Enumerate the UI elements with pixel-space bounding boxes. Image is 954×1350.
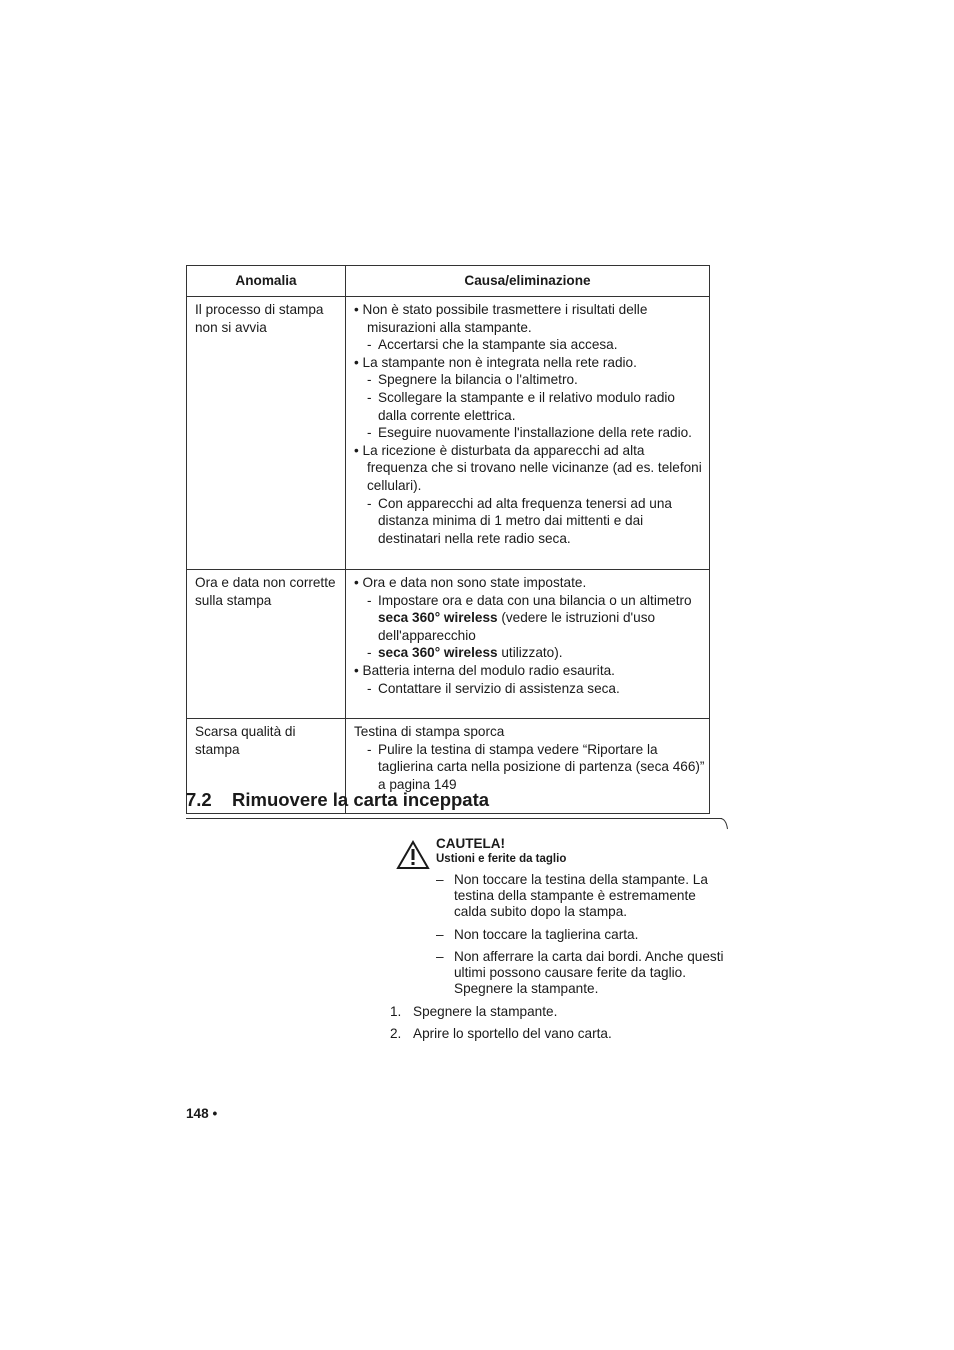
product-name: seca 360° wireless bbox=[378, 645, 498, 661]
warning-triangle-icon bbox=[396, 840, 430, 870]
dash-mark: - bbox=[367, 495, 372, 511]
step-item bbox=[390, 1026, 730, 1044]
anomaly-line: stampa bbox=[195, 741, 240, 757]
cause-text bbox=[354, 723, 707, 741]
section-title: Rimuovere la carta inceppata bbox=[232, 789, 490, 810]
cause-line-text: utilizzato). bbox=[497, 645, 563, 661]
bullet-mark: • bbox=[354, 354, 363, 370]
product-name: seca 360° wireless bbox=[378, 610, 498, 626]
anomaly-cell bbox=[187, 297, 346, 570]
sub-item bbox=[354, 592, 707, 610]
cause-line-text: Non è stato possibile trasmettere i risultati delle bbox=[362, 302, 648, 317]
column-header-causa: Causa/eliminazione bbox=[346, 266, 710, 297]
cause-line-text: Pulire la testina di stampa vedere “Riportare la bbox=[378, 741, 658, 757]
cause-line-text: Scollegare la stampante e il relativo modulo radio bbox=[378, 389, 675, 405]
table-row bbox=[187, 570, 710, 719]
cause-line-text: (vedere le istruzioni d'uso bbox=[497, 610, 656, 626]
dash-mark: - bbox=[367, 680, 372, 696]
bullet-item bbox=[354, 442, 707, 460]
section-rule bbox=[186, 818, 722, 819]
anomaly-line: non si avvia bbox=[195, 319, 267, 335]
dash-mark: - bbox=[367, 592, 372, 608]
cause-line-text: La stampante non è integrata nella rete radio. bbox=[362, 354, 637, 370]
dash-mark: – bbox=[436, 872, 444, 887]
page-number: 148 • bbox=[186, 1106, 218, 1121]
sub-item bbox=[354, 680, 707, 698]
troubleshooting-table bbox=[186, 265, 710, 814]
anomaly-line: sulla stampa bbox=[195, 592, 272, 608]
cause-line-text: Eseguire nuovamente l'installazione della rete radio. bbox=[378, 425, 692, 441]
dash-mark: - bbox=[367, 337, 372, 353]
cause-line-text: Ora e data non sono state impostate. bbox=[362, 575, 587, 590]
section-number: 7.2 bbox=[186, 789, 212, 810]
caution-item-line: Spegnere la stampante. bbox=[454, 981, 599, 996]
caution-item-line: Non toccare la testina della stampante. La bbox=[454, 872, 708, 887]
bullet-item bbox=[354, 301, 707, 319]
sub-item-continuation bbox=[354, 627, 707, 645]
dash-mark: – bbox=[436, 949, 444, 964]
bullet-item-continuation bbox=[354, 477, 707, 495]
sub-item-continuation bbox=[354, 609, 707, 627]
anomaly-cell bbox=[187, 570, 346, 719]
anomaly-line: Ora e data non corrette bbox=[195, 575, 336, 590]
cause-line-text: misurazioni alla stampante. bbox=[367, 319, 532, 335]
step-number: 2. bbox=[390, 1026, 402, 1041]
bullet-item bbox=[354, 574, 707, 592]
sub-item bbox=[354, 371, 707, 389]
section-rule-corner bbox=[720, 818, 728, 830]
cause-line-text: taglierina carta nella posizione di partenza (seca 466)” bbox=[378, 759, 705, 775]
cause-line-text: frequenza che si trovano nelle vicinanze (ad es. telefoni bbox=[367, 460, 702, 476]
sub-item bbox=[354, 644, 707, 662]
sub-item-continuation bbox=[354, 512, 707, 530]
cause-line-text: a pagina 149 bbox=[378, 776, 457, 792]
caution-subheading: Ustioni e ferite da taglio bbox=[436, 853, 567, 865]
caution-item-line: Non toccare la taglierina carta. bbox=[454, 927, 639, 942]
sub-item bbox=[354, 495, 707, 513]
bullet-item-continuation bbox=[354, 319, 707, 337]
caution-item bbox=[436, 949, 736, 999]
caution-item bbox=[436, 927, 736, 945]
dash-mark: - bbox=[367, 425, 372, 441]
cause-line-text: dalla corrente elettrica. bbox=[378, 407, 516, 423]
bullet-item-continuation bbox=[354, 459, 707, 477]
cause-line-text: Spegnere la bilancia o l'altimetro. bbox=[378, 372, 578, 388]
sub-item bbox=[354, 424, 707, 442]
bullet-mark: • bbox=[354, 575, 363, 590]
step-text: Spegnere la stampante. bbox=[413, 1004, 558, 1019]
cause-cell bbox=[346, 570, 710, 719]
anomaly-line: Il processo di stampa bbox=[195, 302, 324, 317]
step-item bbox=[390, 1004, 730, 1022]
cause-line-text: cellulari). bbox=[367, 477, 422, 493]
cause-cell bbox=[346, 297, 710, 570]
caution-item-line: Non afferrare la carta dai bordi. Anche questi bbox=[454, 949, 724, 964]
dash-mark: - bbox=[367, 389, 372, 405]
step-text: Aprire lo sportello del vano carta. bbox=[413, 1026, 612, 1041]
bullet-mark: • bbox=[354, 302, 363, 317]
cause-line-text: Con apparecchi ad alta frequenza tenersi ad una bbox=[378, 495, 672, 511]
table-header-row bbox=[187, 266, 710, 297]
sub-item bbox=[354, 741, 707, 759]
column-header-anomalia: Anomalia bbox=[187, 266, 346, 297]
dash-mark: - bbox=[367, 372, 372, 388]
bullet-mark: • bbox=[354, 442, 363, 458]
table-row bbox=[187, 297, 710, 570]
caution-heading: CAUTELA! bbox=[436, 836, 505, 851]
cause-line-text: La ricezione è disturbata da apparecchi ad alta bbox=[362, 442, 645, 458]
caution-item-line: calda subito dopo la stampa. bbox=[454, 904, 628, 919]
cause-line-text: destinatari nella rete radio seca. bbox=[378, 530, 571, 546]
caution-item-line: ultimi possono causare ferite da taglio. bbox=[454, 965, 686, 980]
cause-line-text: Accertarsi che la stampante sia accesa. bbox=[378, 337, 618, 353]
bullet-mark: • bbox=[354, 662, 363, 678]
cause-line-text: distanza minima di 1 metro dai mittenti e dai bbox=[378, 513, 644, 529]
sub-item-continuation bbox=[354, 758, 707, 776]
cause-line-text: Testina di stampa sporca bbox=[354, 724, 505, 739]
sub-item bbox=[354, 336, 707, 354]
dash-mark: - bbox=[367, 741, 372, 757]
cause-line-text: dell'apparecchio bbox=[378, 627, 476, 643]
step-number: 1. bbox=[390, 1004, 402, 1019]
sub-item bbox=[354, 389, 707, 407]
sub-item-continuation bbox=[354, 530, 707, 548]
bullet-item bbox=[354, 354, 707, 372]
cause-line-text: Batteria interna del modulo radio esaurita. bbox=[362, 662, 615, 678]
caution-item-line: testina della stampante è estremamente bbox=[454, 888, 696, 903]
cause-line-text: Impostare ora e data con una bilancia o un altimetro bbox=[378, 592, 692, 608]
cause-line-text: Contattare il servizio di assistenza seca. bbox=[378, 680, 620, 696]
sub-item-continuation bbox=[354, 407, 707, 425]
dash-mark: - bbox=[367, 645, 372, 661]
dash-mark: – bbox=[436, 927, 444, 942]
bullet-item bbox=[354, 662, 707, 680]
anomaly-line: Scarsa qualità di bbox=[195, 724, 296, 739]
caution-item bbox=[436, 872, 736, 922]
